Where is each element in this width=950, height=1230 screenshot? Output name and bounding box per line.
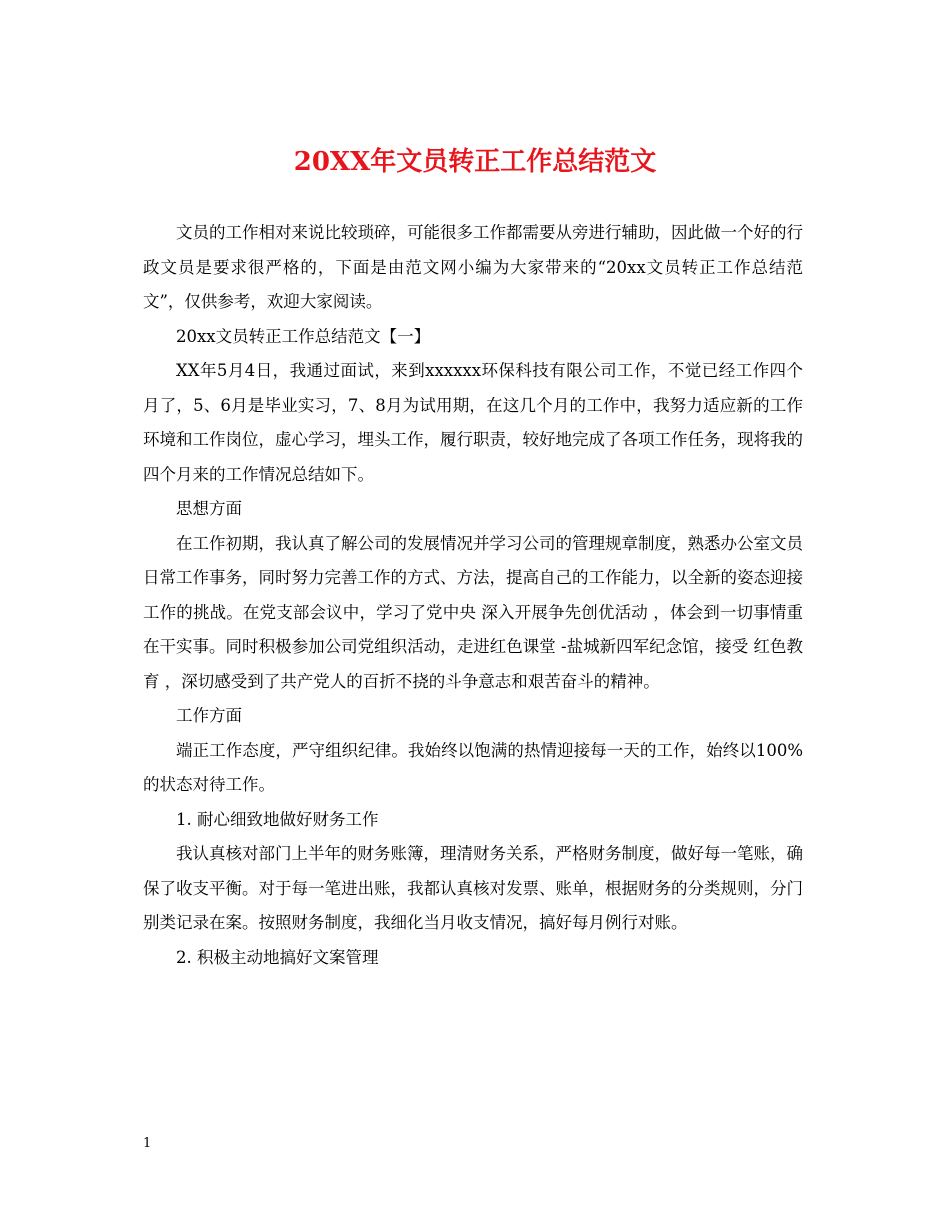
body-paragraph: 端正工作态度，严守组织纪律。我始终以饱满的热情迎接每一天的工作，始终以100%的状态对待工作。	[143, 740, 803, 794]
intro-paragraph: 文员的工作相对来说比较琐碎，可能很多工作都需要从旁进行辅助，因此做一个好的行政文员是要求很严格的，下面是由范文网小编为大家带来的“20xx文员转正工作总结范文”，仅供参考，欢迎大家阅读。	[143, 223, 803, 311]
page-number: 1	[143, 1136, 152, 1151]
list-item-heading: 2. 积极主动地搞好文案管理	[176, 947, 379, 967]
body-paragraph: 在工作初期，我认真了解公司的发展情况并学习公司的管理规章制度，熟悉办公室文员日常工作事务，同时努力完善工作的方式、方法，提高自己的工作能力，以全新的姿态迎接工作的挑战。在党支部会议中，学习了党中央 深入开展争先创优活动 ，体会到一切事情重在干实事。同时积极参加公司党组织活动，走进红色课堂 -盐城新四军纪念馆，接受 红色教育 ，深切感受到了共产党人的百折不挠的斗争意志和艰苦奋斗的精神。	[143, 533, 803, 691]
document-body	[143, 216, 803, 975]
body-paragraph: XX年5月4日，我通过面试，来到xxxxxx环保科技有限公司工作，不觉已经工作四个月了，5、6月是毕业实习，7、8月为试用期，在这几个月的工作中，我努力适应新的工作环境和工作岗位，虚心学习，埋头工作，履行职责，较好地完成了各项工作任务，现将我的四个月来的工作情况总结如下。	[143, 361, 803, 484]
section-heading: 思想方面	[176, 499, 242, 518]
list-item-heading: 1. 耐心细致地做好财务工作	[176, 809, 379, 829]
section-heading: 20xx文员转正工作总结范文【一】	[176, 326, 431, 346]
section-heading: 工作方面	[176, 706, 242, 725]
document-title: 20XX年文员转正工作总结范文	[293, 147, 657, 177]
body-paragraph: 我认真核对部门上半年的财务账簿，理清财务关系，严格财务制度，做好每一笔账，确保了收支平衡。对于每一笔进出账，我都认真核对发票、账单，根据财务的分类规则，分门别类记录在案。按照财务制度，我细化当月收支情况，搞好每月例行对账。	[143, 844, 803, 932]
